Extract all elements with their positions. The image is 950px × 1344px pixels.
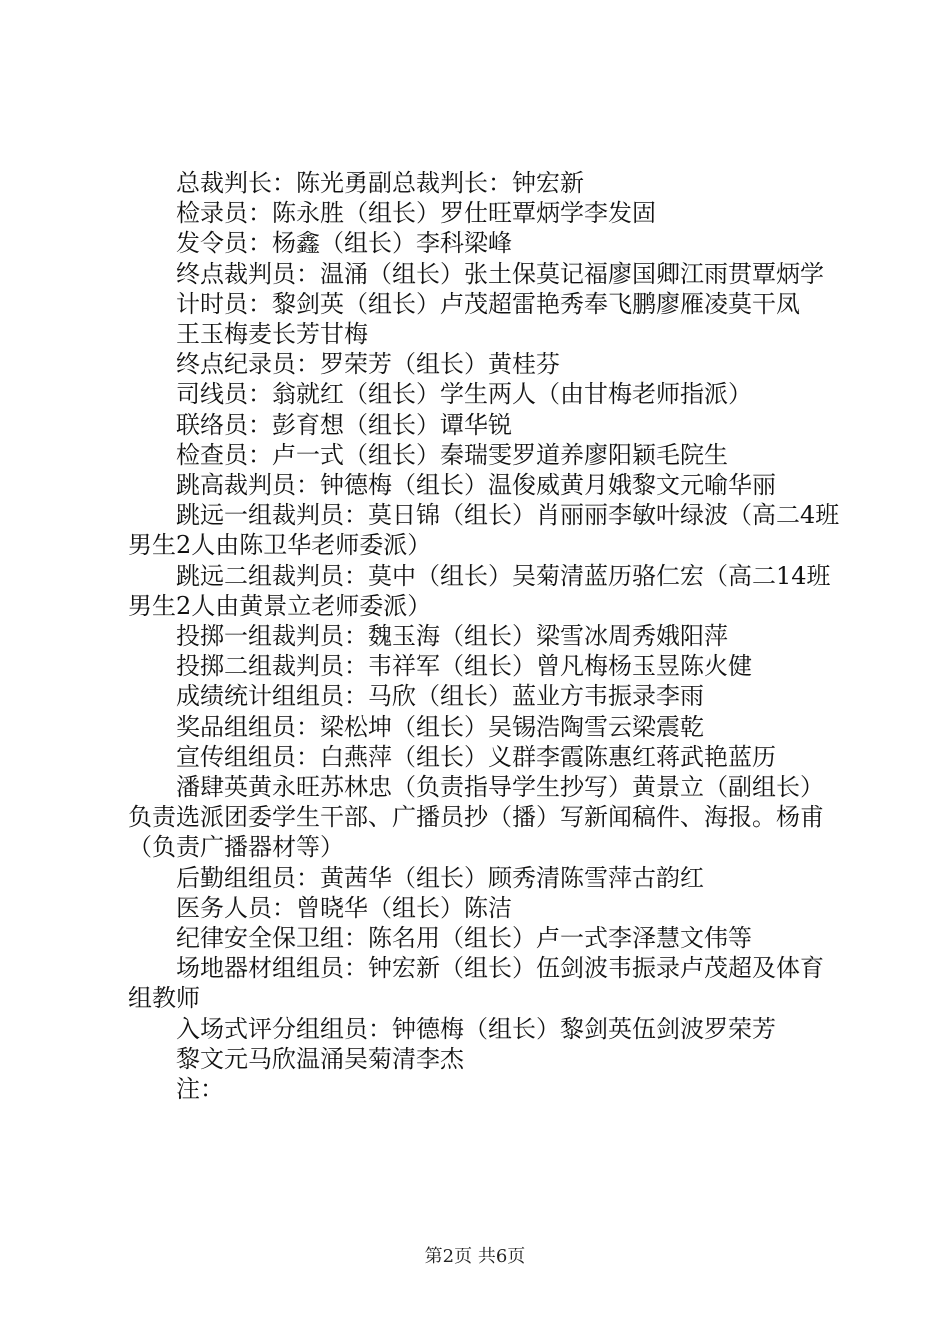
text-line: 检录员：陈永胜（组长）罗仕旺覃炳学李发固 [176, 199, 656, 228]
text-line: 奖品组组员：梁松坤（组长）吴锡浩陶雪云梁震乾 [176, 712, 704, 741]
text-line: 检查员：卢一式（组长）秦瑞雯罗道养廖阳颖毛院生 [176, 440, 728, 469]
document-body [128, 168, 840, 1104]
text-line: 总裁判长：陈光勇副总裁判长：钟宏新 [176, 169, 584, 197]
text-line: 成绩统计组组员：马欣（组长）蓝业方韦振录李雨 [176, 682, 704, 711]
text-line: 纪律安全保卫组：陈名用（组长）卢一式李泽慧文伟等 [176, 924, 752, 953]
text-line: 黎文元马欣温涌吴菊清李杰 [176, 1044, 464, 1073]
text-line: 终点裁判员：温涌（组长）张土保莫记福廖国卿江雨贯覃炳学 [176, 259, 824, 288]
text-line: 医务人员：曾晓华（组长）陈洁 [176, 893, 512, 922]
text-line: 潘肆英黄永旺苏林忠（负责指导学生抄写）黄景立（副组长）负责选派团委学生干部、广播员抄（播）写新闻稿件、海报。杨甫（负责广播器材等） [128, 773, 824, 862]
text-line: 跳远二组裁判员：莫中（组长）吴菊清蓝历骆仁宏（高二14班男生2人由黄景立老师委派） [128, 561, 831, 620]
page-footer [0, 1242, 950, 1268]
text-line: 司线员：翁就红（组长）学生两人（由甘梅老师指派） [176, 380, 752, 409]
text-line: 投掷一组裁判员：魏玉海（组长）梁雪冰周秀娥阳萍 [176, 622, 728, 651]
text-line: 投掷二组裁判员：韦祥军（组长）曾凡梅杨玉昱陈火健 [176, 652, 752, 681]
text-line: 跳远一组裁判员：莫日锦（组长）肖丽丽李敏叶绿波（高二4班男生2人由陈卫华老师委派） [128, 501, 840, 560]
text-line: 场地器材组组员：钟宏新（组长）伍剑波韦振录卢茂超及体育组教师 [128, 954, 824, 1013]
text-line: 计时员：黎剑英（组长）卢茂超雷艳秀奉飞鹏廖雁凌莫干凤 [176, 289, 800, 318]
text-line: 跳高裁判员：钟德梅（组长）温俊威黄月娥黎文元喻华丽 [176, 471, 776, 500]
text-line: 王玉梅麦长芳甘梅 [176, 320, 368, 349]
text-line: 入场式评分组组员：钟德梅（组长）黎剑英伍剑波罗荣芳 [176, 1014, 776, 1043]
text-line: 发令员：杨鑫（组长）李科梁峰 [176, 229, 512, 258]
text-line: 后勤组组员：黄茜华（组长）顾秀清陈雪萍古韵红 [176, 863, 704, 892]
text-line: 联络员：彭育想（组长）谭华锐 [176, 410, 512, 439]
text-line: 终点纪录员：罗荣芳（组长）黄桂芬 [176, 350, 560, 379]
text-line: 宣传组组员：白燕萍（组长）义群李霞陈惠红蒋武艳蓝历 [176, 742, 776, 771]
page-number: 第2页 共6页 [424, 1246, 526, 1267]
text-line: 注： [176, 1075, 224, 1104]
